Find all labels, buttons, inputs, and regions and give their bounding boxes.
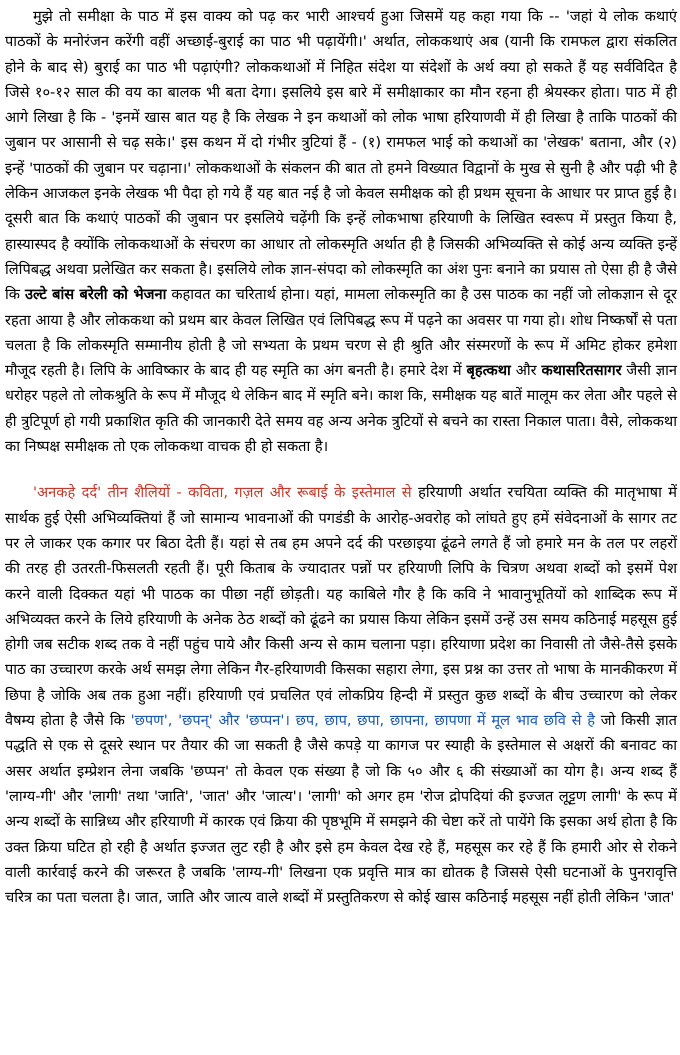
text-segment: कहावत का चरितार्थ होना। यहां, मामला लोकस्मृति का है उस पाठक का नहीं जो लोकज्ञान से दूर रहता आया है और लोककथा को प्रथम बार केवल लिखित एवं लिपिबद्ध रूप में पढ़ने का अवसर पा गया हो। शोध निष्कर्षों से पता चलता है कि लोकस्मृति सम्मानीय होती है जो सभ्यता के प्रथम चरण से ही श्रुति और संस्मरणों के रूप में अमिट होकर हमेशा मौजूद रहती है। लिपि के आविष्कार के बाद ही यह स्मृति का अंग बनती है। हमारे देश में xyxy=(5,286,677,380)
text-segment: हरियाणी अर्थात रचयिता व्यक्ति की मातृभाषा में सार्थक हुई ऐसी अभिव्यक्तियां हैं जो सामान्य भावनाओं की पगडंडी के आरोह-अवरोह को लांघते हुए हमें संवेदनाओं के सागर तट पर ले जाकर एक कगार पर बिठा देती हैं। यहां से तब हम अपने दर्द की परछाइया ढूंढने लगते हैं जो हमारे मन के तल पर लहरों की तरह ही उतरती-फिसलती रहती हैं। पूरी किताब के ज्यादातर पन्नों पर हरियाणी लिपि के चित्रण अथवा शब्दों को इसमें पेश करने वाली दिक्कत यहां भी पाठक का पीछा नहीं छोड़ती। यह काबिले गौर है कि कवि ने भावानुभूतियों को शाब्दिक रूप में अभिव्यक्त करने के लिये हरियाणी के अनेक ठेठ शब्दों को ढूंढने का प्रयास किया लेकिन इसमें उन्हें उस समय कठिनाई महसूस हुई होगी जब सटीक शब्द तक वे नहीं पहुंच पाये और किसी अन्य से काम चलाना पड़ा। हरियाणा प्रदेश का निवासी तो जैसे-तैसे इसके पाठ का उच्चारण करके अर्थ समझ लेगा लेकिन गैर-हरियाणवी किसका सहारा लेगा, इस प्रश्न का उत्तर तो भाषा के मानकीकरण में छिपा है जोकि अब तक हुआ नहीं। हरियाणी एवं प्रचलित एवं लोकप्रिय हिन्दी में प्रस्तुत कुछ शब्दों के बीच उच्चारण को लेकर वैषम्य होता है जैसे कि xyxy=(5,484,678,730)
paragraph-review-critique xyxy=(5,4,677,459)
paragraph-gap xyxy=(5,459,677,480)
bold-title-kathasaritsagar: कथासरितसागर xyxy=(541,362,622,380)
text-segment: जो किसी ज्ञात पद्धति से एक से दूसरे स्थान पर तैयार की जा सकती है जैसे कपड़े या कागज पर स्याही के इस्तेमाल से अक्षरों की बनावट का असर अर्थात इम्प्रेशन लेना जबकि 'छप्पन' तो केवल एक संख्या है जो कि ५० और ६ की संख्याओं का योग है। अन्य शब्द हैं 'लाग्य-गी' और 'लागी' तथा 'जाति', 'जात' और 'जात्य'। 'लागी' को अगर हम 'रोज द्रोपदियां की इज्जत लूट्टण लागी' के रूप में अन्य शब्दों के सान्निध्य और हरियाणी में कारक एवं क्रिया की पृष्ठभूमि में समझने की चेष्टा करें तो पायेंगे कि इसका अर्थ होता है कि उक्त क्रिया घटित हो रही है अर्थात इज्जत लुट रही है और इसे हम केवल देख रहे हैं, महसूस कर रहे हैं कि हमारी ओर से रोकने वाली कार्रवाई करने की जरूरत है जबकि 'लाग्य-गी' लिखना एक प्रवृत्ति मात्र का द्योतक है जिससे ऐसी घटनाओं के पुनरावृत्ति चरित्र का पता चलता है। जात, जाति और जात्य वाले शब्दों में प्रस्तुतिकरण से कोई खास कठिनाई महसूस नहीं होती लेकिन 'जात' xyxy=(5,712,677,907)
bold-proverb: उल्टे बांस बरेली को भेजना xyxy=(24,286,167,304)
highlighted-phrase-blue: 'छपण', 'छपन्' और 'छप्पन'। छप, छाप, छपा, छापना, छापणा में मूल भाव छवि से है xyxy=(130,712,595,730)
bold-title-brihatkatha: बृहत्कथा xyxy=(466,362,511,380)
highlighted-phrase-red: 'अनकहे दर्द' तीन शैलियों - कविता, गज़ल और रूबाई के इस्तेमाल से xyxy=(33,484,412,502)
text-segment: और xyxy=(510,362,542,380)
text-segment: जैसी ज्ञान धरोहर पहले तो लोकश्रुति के रूप में मौजूद थे लेकिन बाद में स्मृति बने। काश कि, समीक्षक यह बातें मालूम कर लेता और पहले से ही त्रुटिपूर्ण हो गयी प्रकाशित कृति की जानकारी देते समय वह अन्य अनेक त्रुटियों से बचने का रास्ता निकाल पाता। वैसे, लोककथा का निष्पक्ष समीक्षक तो एक लोककथा वाचक ही हो सकता है। xyxy=(5,362,677,456)
text-segment: मुझे तो समीक्षा के पाठ में इस वाक्य को पढ़ कर भारी आश्चर्य हुआ जिसमें यह कहा गया कि -- 'जहां ये लोक कथाएं पाठकों के मनोरंजन करेंगी वहीं अच्छाई-बुराई का पाठ भी पढ़ायेंगी।' अर्थात, लोककथाएं अब (यानी कि रामफल द्वारा संकलित होने के बाद से) बुराई का पाठ भी पढ़ाएंगी? लोककथाओं में निहित संदेश या संदेशों के अर्थ क्या हो सकते हैं यह सर्वविदित है जिसे १०-१२ साल की वय का बालक भी बता देगा। इसलिये इस बारे में समीक्षाकार का मौन रहना ही श्रेयस्कर होता। पाठ में ही आगे लिखा है कि - 'इनमें खास बात यह है कि लेखक ने इन कथाओं को लोक भाषा हरियाणवी में ही लिखा है ताकि पाठकों की जुबान पर आसानी से चढ़ सके।' इस कथन में दो गंभीर त्रुटियां हैं - (१) रामफल भाई को कथाओं का 'लेखक' बताना, और (२) इन्हें 'पाठकों की जुबान पर चढ़ाना।' लोककथाओं के संकलन की बात तो हमने विख्यात विद्वानों के मुख से सुनी है और पढ़ी भी है लेकिन आजकल इनके लेखक भी पैदा हो गये हैं यह बात नई है जो केवल समीक्षक को ही प्रथम सूचना के आधार पर प्राप्त हुई है। दूसरी बात कि कथाएं पाठकों की जुबान पर इसलिये चढ़ेंगी कि इन्हें लोकभाषा हरियाणी के लिखित स्वरूप में प्रस्तुत किया है, हास्यास्पद है क्योंकि लोककथाओं के संचरण का आधार तो लोकस्मृति अर्थात ही है जिसकी अभिव्यक्ति से कोई अन्य व्यक्ति इन्हें लिपिबद्ध अथवा प्रलेखित कर सकता है। इसलिये लोक ज्ञान-संपदा को लोकस्मृति का अंश पुनः बनाने का प्रयास तो ऐसा ही है जैसे कि xyxy=(5,8,677,304)
paragraph-ankahe-dard xyxy=(5,480,677,910)
